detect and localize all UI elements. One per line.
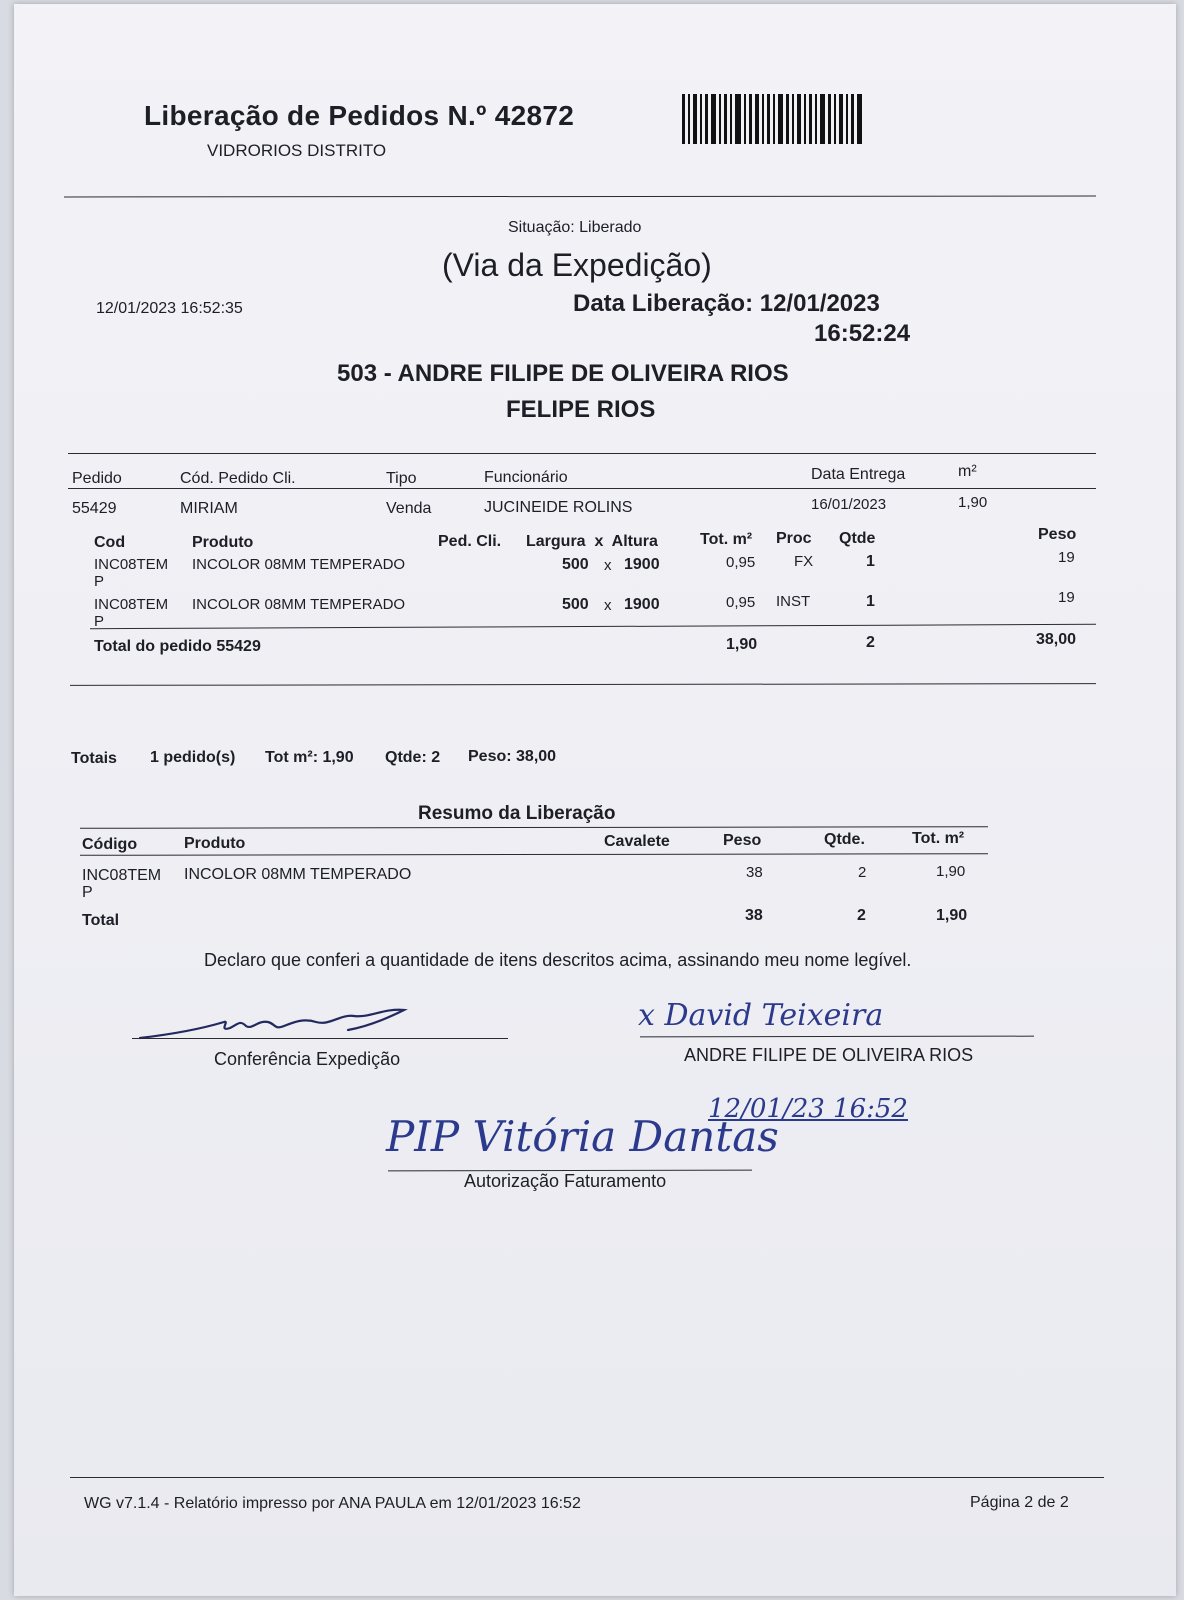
item-qtde: 1 [866, 553, 875, 570]
footer-line [70, 1477, 1104, 1478]
signature-line-cliente [640, 1036, 1034, 1038]
cliente-label: ANDRE FILIPE DE OLIVEIRA RIOS [684, 1045, 974, 1065]
items-col-largura-altura: Largura x Altura [526, 533, 658, 550]
customer-alias: FELIPE RIOS [506, 396, 656, 423]
items-col-proc: Proc [776, 530, 812, 547]
order-section-bottom-line [70, 683, 1096, 686]
items-col-produto: Produto [192, 534, 254, 551]
resumo-col-produto: Produto [184, 835, 246, 852]
item-tot-m2: 0,95 [726, 594, 756, 611]
item-cod: INC08TEM [94, 556, 169, 573]
items-total-line [90, 624, 1096, 629]
footer-printed-by: WG v7.1.4 - Relatório impresso por ANA PAULA em 12/01/2023 16:52 [84, 1495, 581, 1512]
document-title: Liberação de Pedidos N.º 42872 [144, 100, 575, 131]
declaration-text: Declaro que conferi a quantidade de itens descritos acima, assinando meu nome legível. [204, 950, 912, 970]
item-produto: INCOLOR 08MM TEMPERADO [192, 556, 406, 573]
order-total-qtde: 2 [866, 634, 875, 651]
order-cod-pedido-cli: MIRIAM [180, 500, 238, 517]
resumo-header-line [80, 853, 988, 856]
printed-timestamp: 12/01/2023 16:52:35 [96, 300, 243, 317]
item-altura: 1900 [624, 556, 660, 573]
data-liberacao: Data Liberação: 12/01/2023 [573, 290, 880, 317]
resumo-col-tot-m2: Tot. m² [912, 830, 965, 847]
footer-page-number: Página 2 de 2 [970, 1494, 1069, 1511]
resumo-total-label: Total [82, 912, 120, 929]
col-tipo: Tipo [386, 470, 417, 487]
conferencia-label: Conferência Expedição [214, 1049, 401, 1069]
customer-name: 503 - ANDRE FILIPE DE OLIVEIRA RIOS [337, 360, 789, 387]
data-liberacao-time: 16:52:24 [814, 320, 911, 347]
resumo-top-line [80, 826, 988, 829]
totais-tot-m2: Tot m²: 1,90 [265, 749, 354, 766]
col-pedido: Pedido [72, 470, 122, 487]
company-name: VIDRORIOS DISTRITO [207, 141, 387, 160]
item-peso: 19 [1058, 549, 1075, 566]
order-funcionario: JUCINEIDE ROLINS [484, 499, 633, 516]
item-largura: 500 [562, 556, 589, 573]
items-col-tot-m2: Tot. m² [700, 531, 753, 548]
barcode [682, 94, 862, 144]
items-col-cod: Cod [94, 534, 126, 551]
item-cod: INC08TEM [94, 596, 169, 613]
resumo-codigo-cont: P [82, 884, 93, 901]
item-tot-m2: 0,95 [726, 554, 756, 571]
resumo-peso: 38 [746, 864, 763, 881]
totais-label: Totais [71, 750, 117, 767]
items-col-qtde: Qtde [839, 530, 876, 547]
resumo-produto: INCOLOR 08MM TEMPERADO [184, 866, 412, 883]
order-total-peso: 38,00 [1036, 631, 1077, 648]
item-proc: FX [794, 553, 814, 570]
items-col-peso: Peso [1038, 526, 1077, 543]
resumo-col-codigo: Código [82, 836, 138, 853]
col-m2: m² [958, 463, 977, 480]
item-peso: 19 [1058, 589, 1075, 606]
totais-peso: Peso: 38,00 [468, 748, 557, 765]
order-total-m2: 1,90 [726, 636, 758, 653]
header-divider [64, 196, 1096, 198]
order-total-label: Total do pedido 55429 [94, 638, 261, 655]
item-proc: INST [776, 593, 811, 610]
order-tipo: Venda [386, 500, 432, 517]
handwritten-datetime: 12/01/23 16:52 [708, 1094, 908, 1124]
resumo-title: Resumo da Liberação [418, 803, 616, 824]
item-x: x [604, 557, 612, 574]
item-cod-cont: P [94, 613, 105, 630]
order-pedido: 55429 [72, 500, 117, 517]
signature-autorizacao-handwritten: PIP Vitória Dantas [386, 1112, 779, 1161]
resumo-col-cavalete: Cavalete [604, 833, 670, 850]
order-table-header-line [68, 488, 1096, 489]
signature-line-conferencia [132, 1038, 508, 1039]
resumo-tot-m2: 1,90 [936, 863, 966, 880]
item-x: x [604, 597, 612, 614]
autorizacao-label: Autorização Faturamento [464, 1171, 667, 1191]
order-m2: 1,90 [958, 494, 988, 511]
resumo-total-peso: 38 [745, 907, 763, 924]
order-data-entrega: 16/01/2023 [811, 496, 887, 513]
totais-pedidos: 1 pedido(s) [150, 749, 236, 766]
item-largura: 500 [562, 596, 589, 613]
col-funcionario: Funcionário [484, 469, 568, 486]
resumo-codigo: INC08TEM [82, 867, 162, 884]
item-produto: INCOLOR 08MM TEMPERADO [192, 596, 406, 613]
signature-cliente-handwritten: x David Teixeira [638, 998, 884, 1033]
item-altura: 1900 [624, 596, 660, 613]
resumo-col-qtde: Qtde. [824, 831, 865, 848]
resumo-col-peso: Peso [723, 832, 762, 849]
totais-qtde: Qtde: 2 [385, 749, 441, 766]
resumo-total-tot-m2: 1,90 [936, 907, 968, 924]
item-qtde: 1 [866, 593, 875, 610]
col-cod-pedido-cli: Cód. Pedido Cli. [180, 470, 296, 487]
order-table-top-line [68, 453, 1096, 454]
item-cod-cont: P [94, 573, 105, 590]
document-page [14, 4, 1176, 1596]
col-data-entrega: Data Entrega [811, 466, 906, 483]
items-col-ped-cli: Ped. Cli. [438, 533, 502, 550]
resumo-qtde: 2 [858, 864, 867, 881]
resumo-total-qtde: 2 [857, 907, 866, 924]
via-label: (Via da Expedição) [442, 247, 712, 283]
status-situacao: Situação: Liberado [508, 219, 642, 236]
